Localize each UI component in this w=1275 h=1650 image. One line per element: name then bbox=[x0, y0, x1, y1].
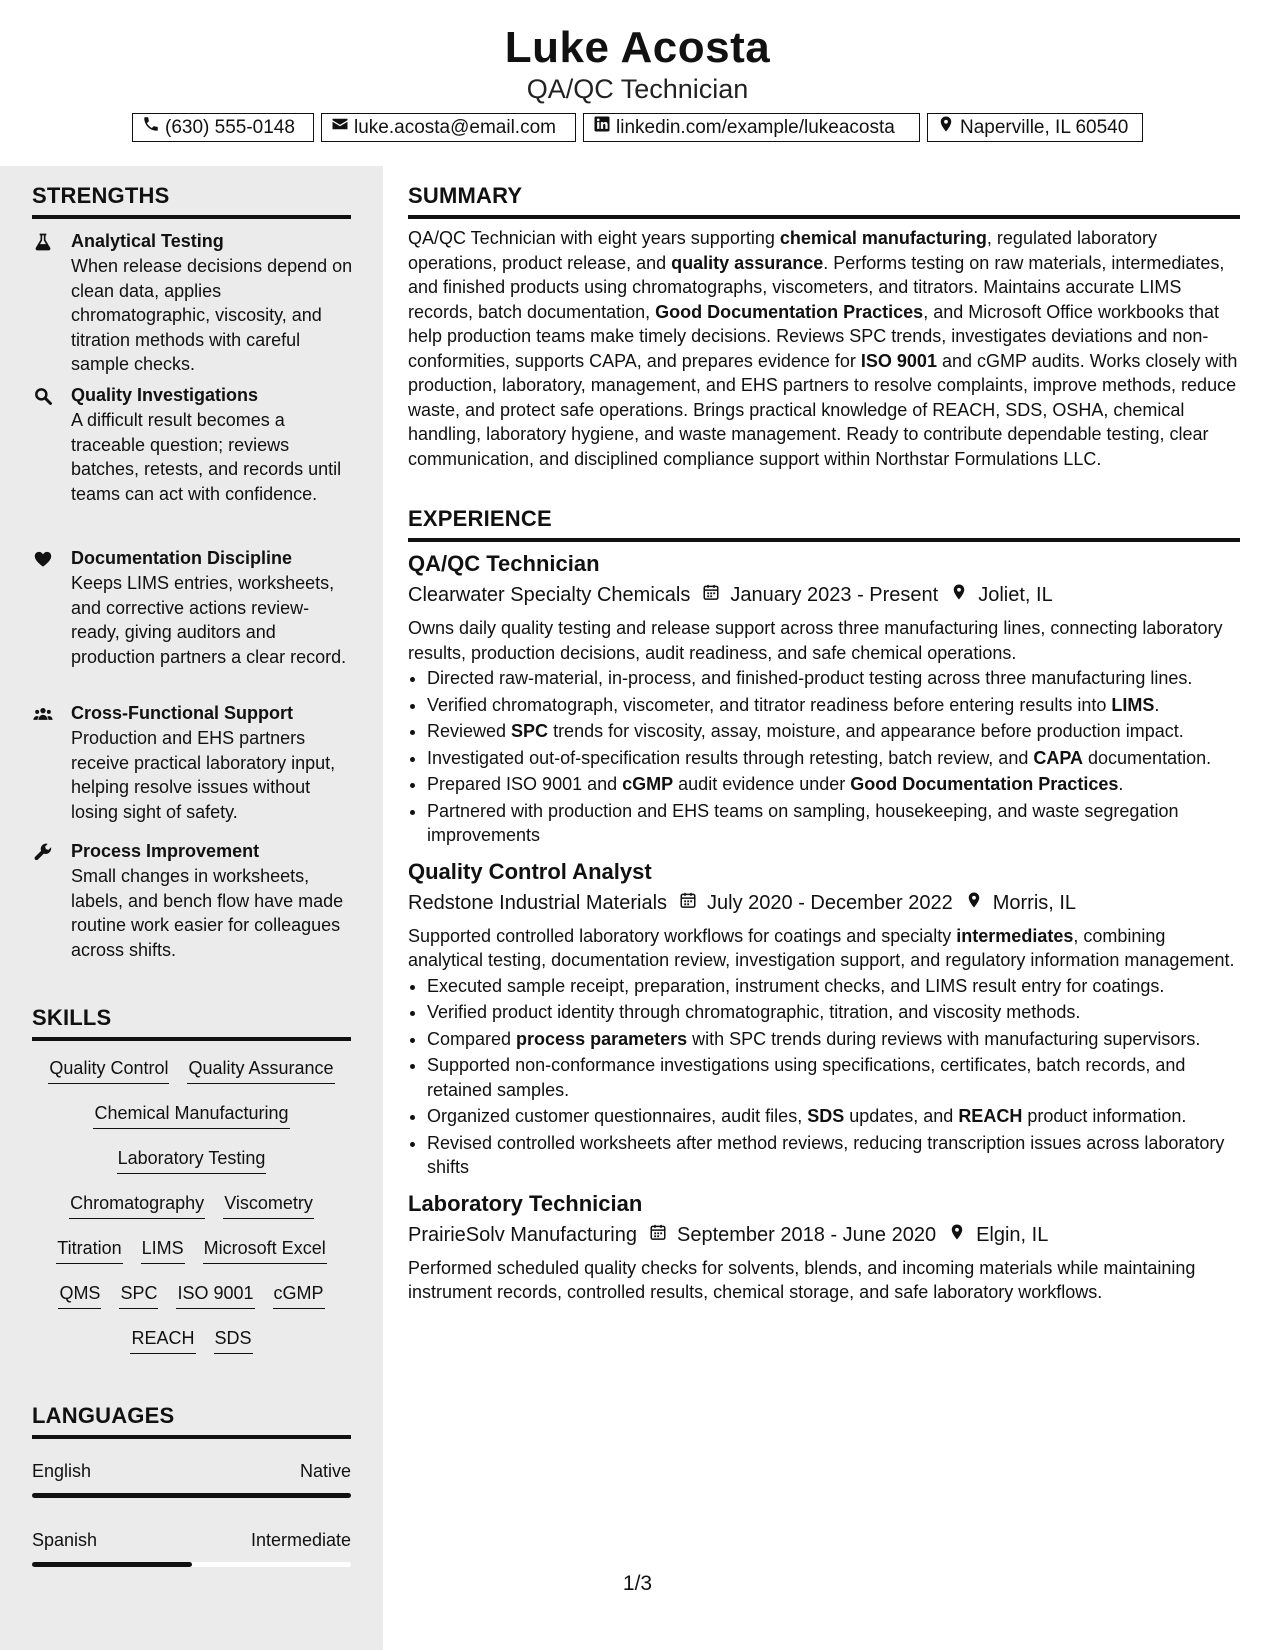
job-location: Joliet, IL bbox=[978, 584, 1053, 606]
strengths-section bbox=[32, 183, 351, 219]
skills-row bbox=[32, 1056, 351, 1101]
strength-title: Analytical Testing bbox=[71, 231, 224, 251]
skill-tag: Titration bbox=[56, 1236, 122, 1264]
strengths-list bbox=[32, 228, 353, 960]
location-text: Naperville, IL 60540 bbox=[960, 117, 1129, 138]
summary-text: QA/QC Technician with eight years supporting chemical manufacturing, regulated laboratory operations, product release, and quality assurance. Performs testing on raw materials, intermediates, and finished products using chromatographs, viscometers, and titrators. Maintains accurate LIMS records, batch documentation, Good Documentation Practices, and Microsoft Office workbooks that help production teams make timely decisions. Reviews SPC trends, investigates deviations and non-conformities, supports CAPA, and prepares evidence for ISO 9001 and cGMP audits. Works closely with production, laboratory, management, and EHS partners to resolve complaints, improve methods, reduce waste, and protect safe operations. Brings practical knowledge of REACH, SDS, OSHA, chemical handling, laboratory hygiene, and waste management. Ready to contribute dependable testing, clear communication, and disciplined compliance support within Northstar Formulations LLC. bbox=[408, 228, 1238, 469]
job-description: Supported controlled laboratory workflows for coatings and specialty intermediates, combining analytical testing, documentation review, investigation support, and regulatory information management. bbox=[408, 925, 1235, 970]
calendar-icon bbox=[637, 1221, 677, 1249]
calendar-icon bbox=[667, 889, 707, 917]
skills-row bbox=[32, 1101, 351, 1146]
linkedin-text: linkedin.com/example/lukeacosta bbox=[616, 117, 895, 138]
experience-heading: EXPERIENCE bbox=[408, 506, 1240, 542]
strength-title: Cross-Functional Support bbox=[71, 703, 293, 723]
phone-text: (630) 555-0148 bbox=[165, 117, 295, 138]
bullet-item: • Reviewed SPC trends for viscosity, assay, moisture, and appearance before production impact. bbox=[427, 719, 1240, 744]
job-title: QA/QC Technician bbox=[408, 551, 600, 576]
job-bullets bbox=[408, 666, 1240, 848]
skill-tag: QMS bbox=[58, 1281, 101, 1309]
strength-title: Process Improvement bbox=[71, 841, 260, 861]
job-entry bbox=[408, 550, 1240, 848]
language-bar-fill bbox=[32, 1493, 351, 1498]
language-level: Native bbox=[299, 1461, 351, 1481]
language-name: English bbox=[32, 1461, 92, 1481]
strength-title: Documentation Discipline bbox=[71, 548, 293, 568]
skill-tag: ISO 9001 bbox=[176, 1281, 254, 1309]
users-icon bbox=[32, 703, 54, 725]
map-pin-icon bbox=[953, 889, 993, 917]
strength-title: Quality Investigations bbox=[71, 385, 259, 405]
search-icon bbox=[32, 385, 54, 407]
jobs-list bbox=[408, 550, 1240, 1315]
experience-section bbox=[408, 506, 1240, 542]
skills-list bbox=[32, 1056, 351, 1371]
resume-header bbox=[0, 0, 1275, 166]
skill-tag: SDS bbox=[214, 1326, 253, 1354]
job-title: Laboratory Technician bbox=[408, 1190, 643, 1216]
skills-row bbox=[32, 1326, 351, 1371]
job-dates: September 2018 - June 2020 bbox=[677, 1223, 937, 1246]
map-pin-icon bbox=[938, 581, 978, 609]
job-meta bbox=[408, 581, 1240, 609]
skills-row bbox=[32, 1236, 351, 1281]
summary-heading: SUMMARY bbox=[408, 183, 1240, 219]
languages-section bbox=[32, 1403, 351, 1439]
company-name: Redstone Industrial Materials bbox=[408, 891, 668, 914]
flask-icon bbox=[32, 231, 54, 253]
candidate-title: QA/QC Technician bbox=[526, 74, 749, 104]
job-entry bbox=[408, 858, 1240, 1180]
language-item bbox=[32, 1459, 351, 1498]
contact-email[interactable] bbox=[321, 113, 576, 142]
strength-desc: A difficult result becomes a traceable question; reviews batches, retests, and records until teams can act with confidence. bbox=[71, 410, 342, 504]
email-text: luke.acosta@email.com bbox=[354, 117, 556, 138]
job-dates: July 2020 - December 2022 bbox=[707, 891, 953, 914]
bullet-item: • Investigated out-of-specification results through retesting, batch review, and CAPA documentation. bbox=[427, 746, 1240, 771]
bullet-item: • Executed sample receipt, preparation, instrument checks, and LIMS result entry for coatings. bbox=[427, 974, 1240, 999]
skill-tag: cGMP bbox=[273, 1281, 325, 1309]
language-item bbox=[32, 1528, 351, 1567]
calendar-icon bbox=[690, 581, 730, 609]
contact-linkedin[interactable] bbox=[583, 113, 920, 142]
language-name: Spanish bbox=[32, 1530, 98, 1550]
bullet-item: • Prepared ISO 9001 and cGMP audit evidence under Good Documentation Practices. bbox=[427, 772, 1240, 797]
bullet-item: • Compared process parameters with SPC trends during reviews with manufacturing supervisors. bbox=[427, 1027, 1240, 1052]
phone-icon bbox=[142, 113, 160, 142]
skill-tag: SPC bbox=[119, 1281, 158, 1309]
page-number: 1/3 bbox=[622, 1572, 653, 1595]
skill-tag: Quality Assurance bbox=[187, 1056, 334, 1084]
bullet-item: • Supported non-conformance investigations using specifications, certificates, batch records, and retained samples. bbox=[427, 1053, 1240, 1102]
company-name: Clearwater Specialty Chemicals bbox=[408, 584, 691, 606]
map-pin-icon bbox=[937, 113, 955, 142]
bullet-item: • Directed raw-material, in-process, and finished-product testing across three manufacturing lines. bbox=[427, 666, 1240, 691]
language-bar bbox=[32, 1493, 351, 1498]
bullet-item: • Verified chromatograph, viscometer, and titrator readiness before entering results into LIMS. bbox=[427, 693, 1240, 718]
job-bullets bbox=[408, 974, 1240, 1180]
job-description: Performed scheduled quality checks for solvents, blends, and incoming materials while maintaining instrument records, controlled results, chemical storage, and safe laboratory workflows. bbox=[408, 1257, 1196, 1302]
skill-tag: Microsoft Excel bbox=[203, 1236, 327, 1264]
skill-tag: Quality Control bbox=[48, 1056, 169, 1084]
job-dates: January 2023 - Present bbox=[730, 584, 939, 606]
job-title: Quality Control Analyst bbox=[408, 858, 652, 884]
bullet-item: • Verified product identity through chromatographic, titration, and viscosity methods. bbox=[427, 1000, 1240, 1025]
skills-section bbox=[32, 1005, 351, 1041]
skills-heading: SKILLS bbox=[32, 1005, 351, 1041]
skill-tag: LIMS bbox=[141, 1236, 185, 1264]
map-pin-icon bbox=[936, 1221, 976, 1249]
languages-heading: LANGUAGES bbox=[32, 1403, 351, 1439]
skill-tag: REACH bbox=[130, 1326, 195, 1354]
strength-desc: Production and EHS partners receive practical laboratory input, helping resolve issues without losing sight of safety. bbox=[71, 728, 336, 822]
bullet-item: • Revised controlled worksheets after method reviews, reducing transcription issues across laboratory shifts bbox=[427, 1131, 1240, 1180]
skill-tag: Viscometry bbox=[223, 1191, 314, 1219]
envelope-icon bbox=[331, 113, 349, 142]
contact-location[interactable] bbox=[927, 113, 1143, 142]
job-meta bbox=[408, 1221, 1240, 1249]
skill-tag: Chromatography bbox=[69, 1191, 205, 1219]
bullet-item: • Partnered with production and EHS teams on sampling, housekeeping, and waste segregation improvements bbox=[427, 799, 1240, 848]
strength-desc: Keeps LIMS entries, worksheets, and corrective actions review-ready, giving auditors and production partners a clear record. bbox=[71, 573, 347, 667]
skills-row bbox=[32, 1146, 351, 1191]
summary-section bbox=[408, 183, 1240, 471]
language-bar-fill bbox=[32, 1562, 192, 1567]
strengths-heading: STRENGTHS bbox=[32, 183, 351, 219]
candidate-name: Luke Acosta bbox=[504, 23, 771, 72]
strength-desc: When release decisions depend on clean data, applies chromatographic, viscosity, and titration methods with careful sample checks. bbox=[71, 256, 353, 374]
language-bar bbox=[32, 1562, 351, 1567]
company-name: PrairieSolv Manufacturing bbox=[408, 1223, 637, 1246]
linkedin-icon bbox=[593, 113, 611, 142]
job-entry bbox=[408, 1190, 1240, 1305]
job-location: Morris, IL bbox=[992, 891, 1077, 914]
bullet-item: • Organized customer questionnaires, audit files, SDS updates, and REACH product information. bbox=[427, 1104, 1240, 1129]
strength-desc: Small changes in worksheets, labels, and bench flow have made routine work easier for colleagues across shifts. bbox=[71, 866, 344, 960]
wrench-icon bbox=[32, 841, 54, 863]
sidebar bbox=[0, 166, 383, 1650]
contact-phone[interactable] bbox=[132, 113, 314, 142]
skills-row bbox=[32, 1191, 351, 1236]
skill-tag: Laboratory Testing bbox=[117, 1146, 267, 1174]
skill-tag: Chemical Manufacturing bbox=[93, 1101, 289, 1129]
heart-icon bbox=[32, 548, 54, 570]
language-level: Intermediate bbox=[250, 1530, 351, 1550]
job-description: Owns daily quality testing and release support across three manufacturing lines, connecting laboratory results, production decisions, audit readiness, and safe chemical operations. bbox=[408, 618, 1223, 663]
job-location: Elgin, IL bbox=[976, 1223, 1049, 1246]
skills-row bbox=[32, 1281, 351, 1326]
contact-bar bbox=[0, 113, 1275, 142]
job-meta bbox=[408, 889, 1240, 917]
